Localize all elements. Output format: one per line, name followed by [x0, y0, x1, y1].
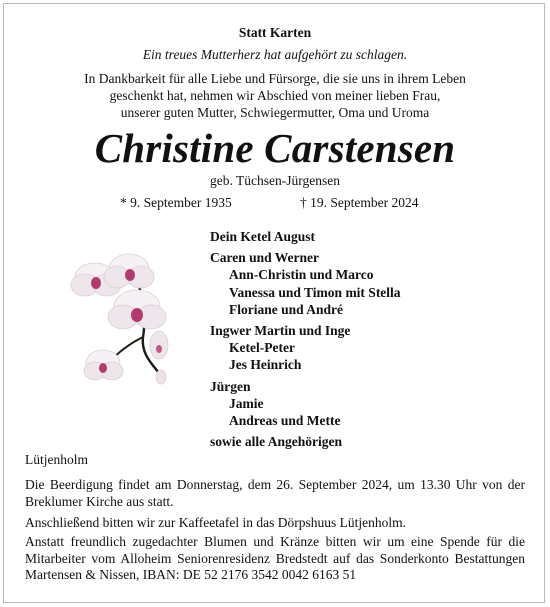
intro-line: In Dankbarkeit für alle Liebe und Fürsorge, die sie uns in ihrem Leben [84, 71, 466, 86]
motto: Ein treues Mutterherz hat aufgehört zu schlagen. [142, 47, 408, 62]
place-name: Lütjenholm [25, 452, 88, 467]
death-date: † 19. September 2024 [300, 195, 419, 210]
donation-info: Anstatt freundlich zugedachter Blumen und Kränze bitten wir um eine Spende für die Mitarbeiter vom Alloheim Seniorenresidenz Bredstedt auf das Sonderkonto Bestattungen Martensen & Nissen, IBAN: DE 52 2176 3542 0042 6163 51 [25, 534, 525, 582]
intro-text [0, 70, 550, 121]
birth-date: * 9. September 1935 [120, 195, 232, 210]
mourner-line: Ketel-Peter [229, 340, 295, 356]
mourner-line: Ann-Christin und Marco [229, 267, 374, 283]
mourner-line: Ingwer Martin und Inge [210, 323, 351, 339]
mourner-line: Floriane und André [229, 301, 344, 317]
intro-line: geschenkt hat, nehmen wir Abschied von meiner lieben Frau, [109, 88, 441, 103]
deceased-name: Christine Carstensen [94, 125, 456, 171]
notice-heading: Statt Karten [238, 25, 312, 40]
mourner-line: Jamie [229, 395, 264, 411]
reception-info: Anschließend bitten wir zur Kaffeetafel in das Dörpshuus Lütjenholm. [25, 515, 407, 530]
intro-line: unserer guten Mutter, Schwiegermutter, Oma und Uroma [120, 105, 430, 120]
mourner-line: Andreas und Mette [229, 413, 341, 429]
mourners-list [210, 228, 401, 450]
maiden-name: geb. Tüchsen-Jürgensen [210, 173, 340, 188]
orchid-icon [55, 245, 185, 390]
mourner-line: Jürgen [210, 378, 251, 394]
mourner-line: sowie alle Angehörigen [210, 434, 342, 450]
mourner-line: Jes Heinrich [229, 357, 302, 373]
mourner-line: Dein Ketel August [210, 229, 316, 244]
mourner-line: Caren und Werner [210, 250, 320, 266]
funeral-info: Die Beerdigung findet am Donnerstag, dem 26. September 2024, um 13.30 Uhr von der Breklumer Kirche aus statt. [25, 477, 525, 509]
mourner-line: Vanessa und Timon mit Stella [229, 284, 401, 300]
